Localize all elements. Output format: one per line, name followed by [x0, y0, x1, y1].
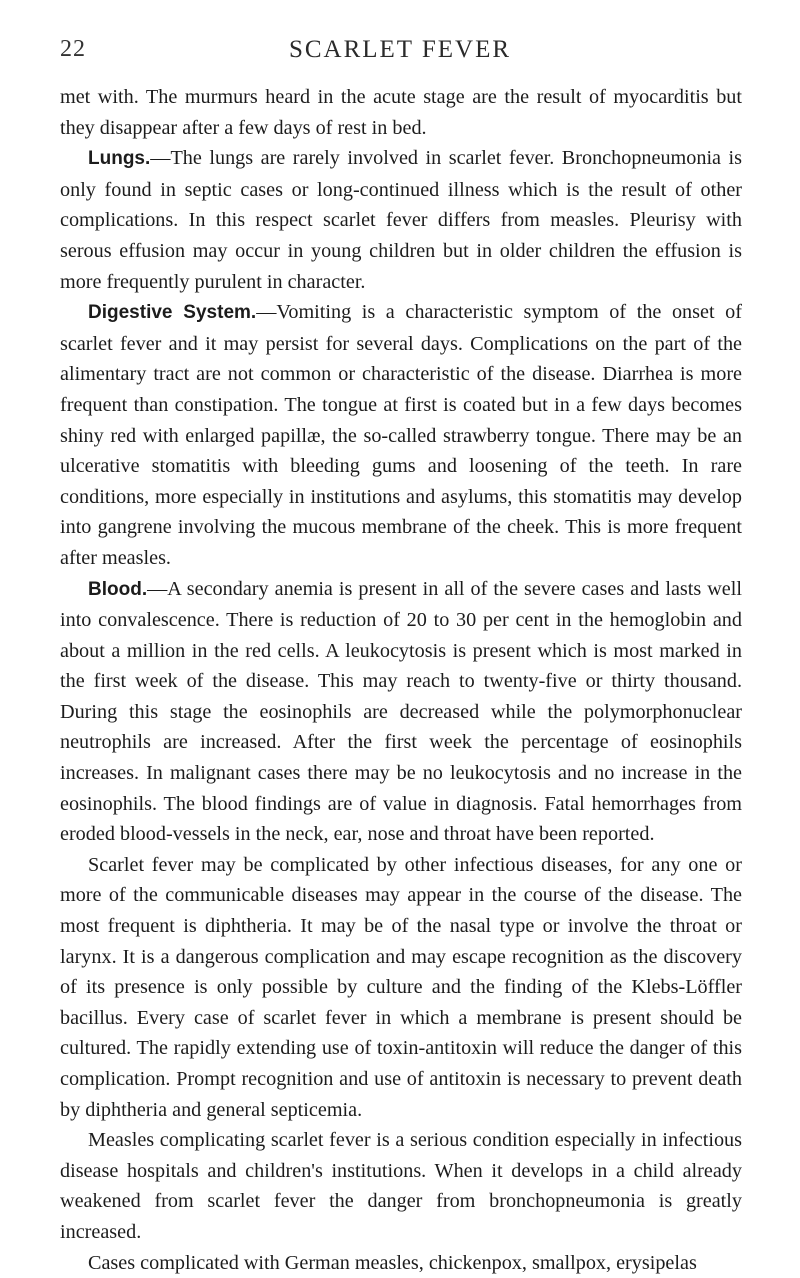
section-heading: Blood. [88, 578, 148, 600]
paragraph-lungs [60, 143, 742, 297]
body-text [60, 82, 742, 1278]
paragraph-infectious-complications [60, 850, 742, 1125]
paragraph-text: met with. The murmurs heard in the acute stage are the result of myocarditis but they disappear after a few days of rest in bed. [60, 86, 742, 139]
paragraph-text: Measles complicating scarlet fever is a serious condition especially in infectious disease hospitals and children's institutions. When it develops in a child already weakened from scarlet fever the danger from bronchopneumonia is greatly increased. [60, 1129, 742, 1243]
page-number: 22 [60, 36, 86, 62]
paragraph-continuation [60, 82, 742, 143]
section-heading: Digestive System. [88, 302, 257, 324]
paragraph-text: Cases complicated with German measles, chickenpox, smallpox, erysipelas [88, 1251, 697, 1274]
paragraph-other-cases [60, 1248, 742, 1278]
paragraph-text: Scarlet fever may be complicated by other infectious diseases, for any one or more of the communicable diseases may appear in the course of the disease. The most frequent is diphtheria. It may be of the nasal type or involve the throat or larynx. It is a dangerous complication and may escape recognition as the discovery of its presence is only possible by culture and the finding of the Klebs-Löffler bacillus. Every case of scarlet fever in which a membrane is present should be cultured. The rapidly extending use of toxin-antitoxin will reduce the danger of this complication. Prompt recognition and use of antitoxin is necessary to prevent death by diphtheria and general septicemia. [60, 853, 742, 1121]
paragraph-text: —Vomiting is a characteristic symptom of the onset of scarlet fever and it may persist for several days. Complications on the part of the alimentary tract are not common or characteristic of the disease. Diarrhea is more frequent than constipation. The tongue at first is coated but in a few days becomes shiny red with enlarged papillæ, the so-called strawberry tongue. There may be an ulcerative stomatitis with bleeding gums and loosening of the teeth. In rare conditions, more especially in institutions and asylums, this stomatitis may develop into gangrene involving the mucous membrane of the cheek. This is more frequent after measles. [60, 301, 742, 569]
paragraph-measles [60, 1125, 742, 1247]
running-title: SCARLET FEVER [288, 36, 512, 63]
paragraph-text: —A secondary anemia is present in all of the severe cases and lasts well into convalescence. There is reduction of 20 to 30 per cent in the hemoglobin and about a million in the red cells. A leukocytosis is present which is most marked in the first week of the disease. This may reach to twenty-five or thirty thousand. During this stage the eosinophils are decreased while the polymorphonuclear neutrophils are increased. After the first week the percentage of eosinophils increases. In malignant cases there may be no leukocytosis and no increase in the eosinophils. The blood findings are of value in diagnosis. Fatal hemorrhages from eroded blood-vessels in the neck, ear, nose and throat have been reported. [60, 577, 742, 846]
page-header [60, 36, 740, 70]
section-heading: Lungs. [88, 148, 151, 170]
paragraph-text: —The lungs are rarely involved in scarlet fever. Bronchopneumonia is only found in septic cases or long-continued illness which is the result of other complications. In this respect scarlet fever differs from measles. Pleurisy with serous effusion may occur in young children but in older children the effusion is more frequently purulent in character. [60, 147, 742, 293]
paragraph-digestive-system [60, 297, 742, 573]
paragraph-blood [60, 574, 742, 850]
